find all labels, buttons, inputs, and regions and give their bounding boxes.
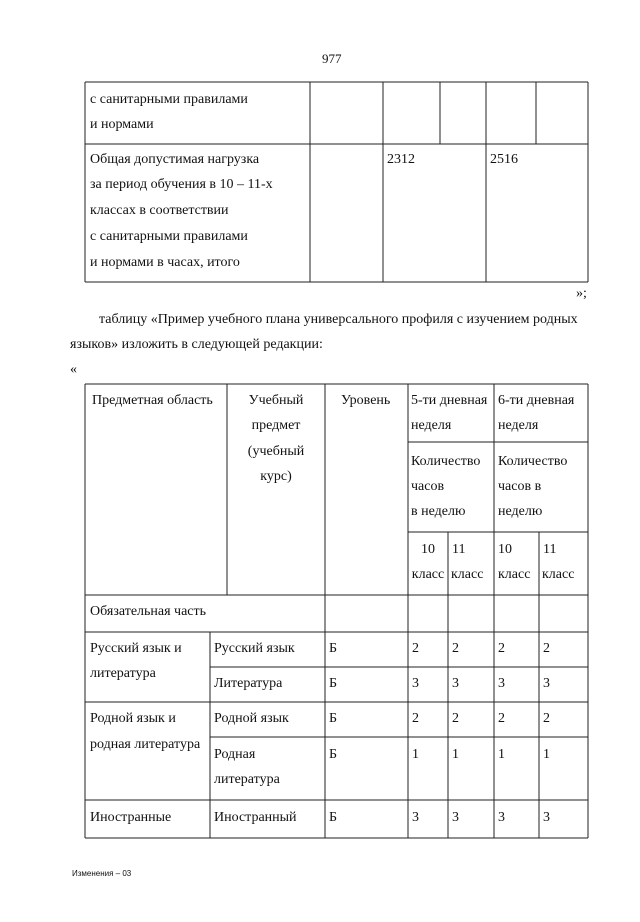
header-subject-line4: курс) bbox=[260, 469, 292, 484]
row-value: 2 bbox=[498, 641, 505, 656]
mandatory-part-label: Обязательная часть bbox=[90, 604, 207, 619]
top-table-row2-line1: Общая допустимая нагрузка bbox=[90, 152, 260, 167]
top-table-row2-line3: классах в соответствии bbox=[90, 203, 229, 218]
row-area-russian-line1: Русский язык и bbox=[90, 641, 182, 656]
top-table-row2-line4: с санитарными правилами bbox=[90, 229, 248, 244]
row-value: 2 bbox=[452, 711, 459, 726]
row-value: 1 bbox=[543, 747, 550, 762]
row-value: 3 bbox=[452, 810, 459, 825]
row-value: 2 bbox=[452, 641, 459, 656]
header-grade11-label-6day: класс bbox=[542, 567, 575, 582]
header-week5-line1: 5-ти дневная bbox=[411, 393, 488, 408]
row-subject-russian: Русский язык bbox=[214, 641, 295, 656]
header-week6-line2: неделя bbox=[498, 418, 539, 433]
header-grade10-num-5day: 10 bbox=[421, 542, 435, 557]
header-subject-area: Предметная область bbox=[92, 393, 213, 408]
header-grade11-num-6day: 11 bbox=[543, 542, 557, 557]
header-subject-line3: (учебный bbox=[247, 444, 305, 459]
row-subject-native-literature-line1: Родная bbox=[214, 747, 256, 762]
row-area-russian-line2: литература bbox=[90, 666, 156, 681]
row-value: 2 bbox=[412, 711, 419, 726]
row-value: 3 bbox=[452, 676, 459, 691]
row-value: 2 bbox=[498, 711, 505, 726]
closing-quote: »; bbox=[576, 286, 587, 301]
total-load-5day: 2312 bbox=[387, 152, 415, 167]
header-hours5-line1: Количество bbox=[411, 454, 481, 469]
header-grade11-label-5day: класс bbox=[451, 567, 484, 582]
row-value: 3 bbox=[498, 810, 505, 825]
row-value: 3 bbox=[412, 676, 419, 691]
top-table-row2-line2: за период обучения в 10 – 11-х bbox=[90, 177, 273, 192]
header-hours6-line3: неделю bbox=[498, 504, 543, 519]
row-level: Б bbox=[329, 676, 338, 691]
row-value: 1 bbox=[412, 747, 419, 762]
top-table-row1-line1: с санитарными правилами bbox=[90, 92, 248, 107]
row-area-native-line1: Родной язык и bbox=[90, 711, 176, 726]
row-subject-native-language: Родной язык bbox=[214, 711, 289, 726]
row-value: 3 bbox=[498, 676, 505, 691]
top-table-row1-line2: и нормами bbox=[90, 117, 154, 132]
row-value: 3 bbox=[412, 810, 419, 825]
header-grade10-label-6day: класс bbox=[498, 567, 531, 582]
header-week5-line2: неделя bbox=[411, 418, 452, 433]
row-subject-foreign: Иностранный bbox=[214, 810, 297, 825]
paragraph-line2: языков» изложить в следующей редакции: bbox=[70, 337, 323, 352]
row-level: Б bbox=[329, 711, 338, 726]
row-value: 1 bbox=[452, 747, 459, 762]
row-value: 3 bbox=[543, 676, 550, 691]
row-value: 2 bbox=[543, 711, 550, 726]
header-grade11-num-5day: 11 bbox=[452, 542, 466, 557]
header-level: Уровень bbox=[341, 393, 391, 408]
opening-quote: « bbox=[70, 362, 77, 377]
header-grade10-num-6day: 10 bbox=[498, 542, 512, 557]
total-load-6day: 2516 bbox=[490, 152, 518, 167]
row-value: 3 bbox=[543, 810, 550, 825]
header-hours6-line2: часов в bbox=[498, 479, 542, 494]
row-area-native-line2: родная литература bbox=[90, 737, 201, 752]
row-value: 1 bbox=[498, 747, 505, 762]
row-value: 2 bbox=[412, 641, 419, 656]
row-value: 2 bbox=[543, 641, 550, 656]
row-level: Б bbox=[329, 641, 338, 656]
page-number: 977 bbox=[322, 51, 342, 66]
header-subject-line2: предмет bbox=[251, 418, 301, 433]
top-table-row2-line5: и нормами в часах, итого bbox=[90, 255, 240, 270]
header-grade10-label-5day: класс bbox=[411, 567, 445, 582]
header-hours6-line1: Количество bbox=[498, 454, 568, 469]
header-subject-line1: Учебный bbox=[248, 393, 304, 408]
row-level: Б bbox=[329, 747, 338, 762]
row-level: Б bbox=[329, 810, 338, 825]
header-hours5-line3: в неделю bbox=[411, 504, 466, 519]
row-subject-native-literature-line2: литература bbox=[214, 772, 280, 787]
footer-revision: Изменения – 03 bbox=[72, 869, 132, 878]
header-hours5-line2: часов bbox=[411, 479, 445, 494]
header-week6-line1: 6-ти дневная bbox=[498, 393, 575, 408]
row-subject-literature: Литература bbox=[214, 676, 283, 691]
row-area-foreign: Иностранные bbox=[90, 810, 172, 825]
paragraph-line1: таблицу «Пример учебного плана универсального профиля с изучением родных bbox=[99, 312, 578, 327]
